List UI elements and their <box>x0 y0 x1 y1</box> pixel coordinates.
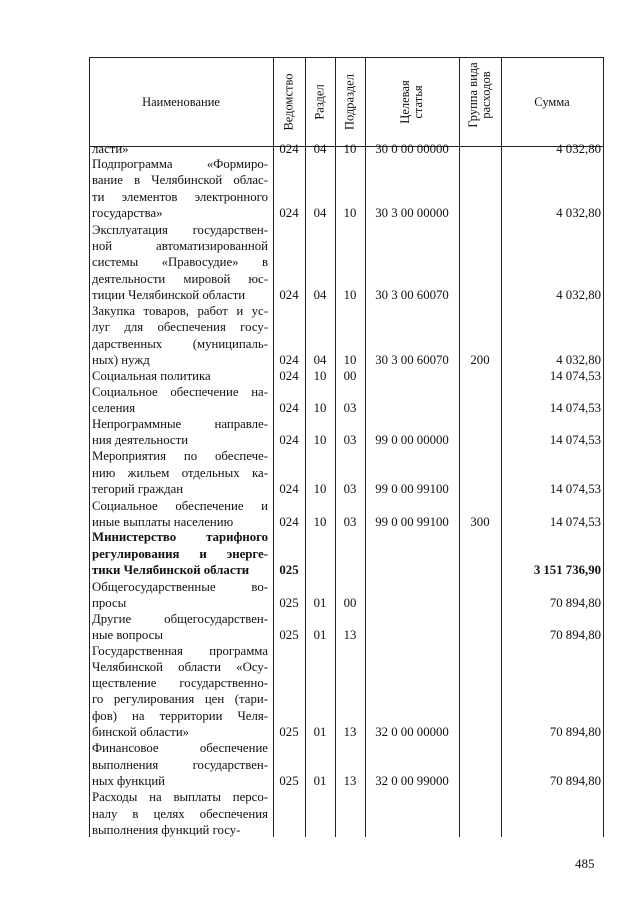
header-celevaya: Целевая статья <box>398 80 425 124</box>
cell-vd: 025 <box>279 724 299 739</box>
header-name: Наименование <box>142 94 220 109</box>
cell-pr: 00 <box>343 368 357 383</box>
table-row <box>89 384 604 416</box>
row-name-line: селения <box>92 400 136 415</box>
cell-pr: 03 <box>343 400 357 415</box>
cell-rz: 10 <box>313 400 327 415</box>
cell-pr: 03 <box>343 514 357 529</box>
cell-cs: 30 0 00 00000 <box>375 141 449 156</box>
row-name-line: Общегосударственные во- <box>92 579 268 594</box>
cell-cs: 30 3 00 60070 <box>375 287 449 302</box>
cell-vd: 024 <box>279 368 299 383</box>
row-name-line: ния деятельности <box>92 432 189 447</box>
row-name-line: вание в Челябинской облас- <box>92 173 268 188</box>
row-name <box>92 416 268 448</box>
row-name-line: выполнения функций госу- <box>92 822 241 837</box>
row-name <box>92 368 268 384</box>
row-name-line: государства» <box>92 205 163 220</box>
header-summa: Сумма <box>534 94 570 109</box>
table-row <box>89 530 604 578</box>
table-row <box>89 578 604 611</box>
row-name-line: фов) на территории Челя- <box>92 708 268 723</box>
row-name <box>92 529 268 578</box>
row-name <box>92 222 268 303</box>
cell-rz: 04 <box>313 205 327 220</box>
row-name-line: нию жильем отдельных ка- <box>92 465 268 480</box>
row-name-line: регулирования и энерге- <box>92 546 268 561</box>
cell-rz: 10 <box>313 481 327 496</box>
table-row <box>89 448 604 497</box>
cell-sm: 4 032,80 <box>556 352 601 367</box>
cell-pr: 10 <box>343 287 357 302</box>
cell-pr: 13 <box>343 724 357 739</box>
cell-sm: 70 894,80 <box>549 595 601 610</box>
cell-vd: 024 <box>279 287 299 302</box>
table-row <box>89 740 604 789</box>
cell-pr: 13 <box>343 773 357 788</box>
header-razdel: Раздел <box>312 84 327 120</box>
cell-vd: 024 <box>279 432 299 447</box>
header-gruppa: Группа вида расходов <box>466 62 493 128</box>
cell-cs: 30 3 00 60070 <box>375 352 449 367</box>
cell-pr: 00 <box>343 595 357 610</box>
cell-cs: 30 3 00 00000 <box>375 205 449 220</box>
cell-sm: 14 074,53 <box>549 432 601 447</box>
cell-vd: 025 <box>279 595 299 610</box>
row-name-line: го регулирования цен (тари- <box>92 692 268 707</box>
cell-rz: 01 <box>313 595 327 610</box>
cell-cs: 99 0 00 99100 <box>375 481 449 496</box>
cell-rz: 04 <box>313 287 327 302</box>
row-name-line: Эксплуатация государствен- <box>92 223 268 238</box>
cell-pr: 03 <box>343 481 357 496</box>
cell-vd: 024 <box>279 514 299 529</box>
cell-sm: 14 074,53 <box>549 481 601 496</box>
row-name-line: ласти» <box>92 141 129 156</box>
row-name <box>92 643 268 740</box>
row-name <box>92 498 268 530</box>
cell-pr: 03 <box>343 432 357 447</box>
cell-rz: 04 <box>313 352 327 367</box>
row-name-line: Челябинской области «Осу- <box>92 660 268 675</box>
header-podrazdel: Подраздел <box>342 74 357 130</box>
cell-vd: 025 <box>279 562 299 577</box>
row-name-line: ных) нужд <box>92 352 150 367</box>
table-row <box>89 221 604 303</box>
cell-cs: 32 0 00 99000 <box>375 773 449 788</box>
row-name-line: деятельности мировой юс- <box>92 271 268 286</box>
cell-vd: 025 <box>279 773 299 788</box>
cell-rz: 04 <box>313 141 327 156</box>
table-row <box>89 416 604 448</box>
cell-sm: 70 894,80 <box>549 627 601 642</box>
table-row <box>89 789 604 838</box>
row-name-line: Финансовое обеспечение <box>92 741 268 756</box>
cell-rz: 10 <box>313 368 327 383</box>
row-name <box>92 789 268 838</box>
table-row <box>89 368 604 384</box>
cell-gv: 300 <box>470 514 490 529</box>
row-name-line: Социальное обеспечение на- <box>92 384 268 399</box>
cell-sm: 4 032,80 <box>556 287 601 302</box>
cell-sm: 3 151 736,90 <box>533 562 601 577</box>
row-name <box>92 579 268 611</box>
row-name-line: бинской области» <box>92 724 190 739</box>
cell-sm: 70 894,80 <box>549 773 601 788</box>
row-name <box>92 740 268 789</box>
header-vedomstvo: Ведомство <box>281 73 296 131</box>
cell-pr: 13 <box>343 627 357 642</box>
row-name-line: Подпрограмма «Формиро- <box>92 157 268 172</box>
cell-vd: 024 <box>279 141 299 156</box>
cell-gv: 200 <box>470 352 490 367</box>
cell-vd: 024 <box>279 205 299 220</box>
table-row <box>89 497 604 530</box>
cell-sm: 4 032,80 <box>556 141 601 156</box>
row-name-line: налу в целях обеспечения <box>92 806 268 821</box>
cell-rz: 01 <box>313 773 327 788</box>
row-name-line: тиции Челябинской области <box>92 287 246 302</box>
table-row <box>89 611 604 643</box>
budget-table <box>89 57 604 837</box>
row-name-line: выполнения государствен- <box>92 757 268 772</box>
row-name <box>92 611 268 643</box>
cell-cs: 32 0 00 00000 <box>375 724 449 739</box>
row-name-line: тики Челябинской области <box>92 562 250 577</box>
row-name-line: ществление государственно- <box>92 676 268 691</box>
row-name-line: Социальная политика <box>92 368 211 383</box>
row-name-line: иные выплаты населению <box>92 514 234 529</box>
table-row <box>89 303 604 368</box>
cell-sm: 14 074,53 <box>549 514 601 529</box>
row-name-line: Государственная программа <box>92 643 268 658</box>
row-name-line: тегорий граждан <box>92 481 184 496</box>
row-name-line: Социальное обеспечение и <box>92 498 268 513</box>
cell-vd: 024 <box>279 481 299 496</box>
row-name-line: Министерство тарифного <box>92 530 268 545</box>
cell-rz: 10 <box>313 514 327 529</box>
row-name-line: Мероприятия по обеспече- <box>92 449 268 464</box>
cell-cs: 99 0 00 99100 <box>375 514 449 529</box>
row-name-line: ных функций <box>92 773 166 788</box>
cell-sm: 70 894,80 <box>549 724 601 739</box>
cell-sm: 14 074,53 <box>549 368 601 383</box>
cell-rz: 01 <box>313 627 327 642</box>
row-name-line: ти элементов электронного <box>92 189 268 204</box>
row-name <box>92 303 268 368</box>
row-name-line: Расходы на выплаты персо- <box>92 790 268 805</box>
row-name <box>92 448 268 497</box>
row-name-line: системы «Правосудие» в <box>92 255 268 270</box>
cell-pr: 10 <box>343 205 357 220</box>
cell-vd: 024 <box>279 400 299 415</box>
page-number: 485 <box>575 856 595 871</box>
cell-cs: 99 0 00 00000 <box>375 432 449 447</box>
row-name-line: просы <box>92 595 127 610</box>
cell-vd: 025 <box>279 627 299 642</box>
row-name-line: ной автоматизированной <box>92 239 268 254</box>
table-row <box>89 643 604 740</box>
cell-sm: 14 074,53 <box>549 400 601 415</box>
table-row <box>89 157 604 221</box>
cell-rz: 10 <box>313 432 327 447</box>
cell-pr: 10 <box>343 352 357 367</box>
cell-sm: 4 032,80 <box>556 205 601 220</box>
row-name <box>92 141 268 157</box>
row-name <box>92 384 268 416</box>
cell-pr: 10 <box>343 141 357 156</box>
row-name-line: луг для обеспечения госу- <box>92 320 268 335</box>
row-name-line: ные вопросы <box>92 627 163 642</box>
cell-vd: 024 <box>279 352 299 367</box>
cell-rz: 01 <box>313 724 327 739</box>
row-name <box>92 156 268 221</box>
row-name-line: дарственных (муниципаль- <box>92 336 268 351</box>
row-name-line: Закупка товаров, работ и ус- <box>92 304 268 319</box>
row-name-line: Непрограммные направле- <box>92 416 268 431</box>
row-name-line: Другие общегосударствен- <box>92 611 268 626</box>
